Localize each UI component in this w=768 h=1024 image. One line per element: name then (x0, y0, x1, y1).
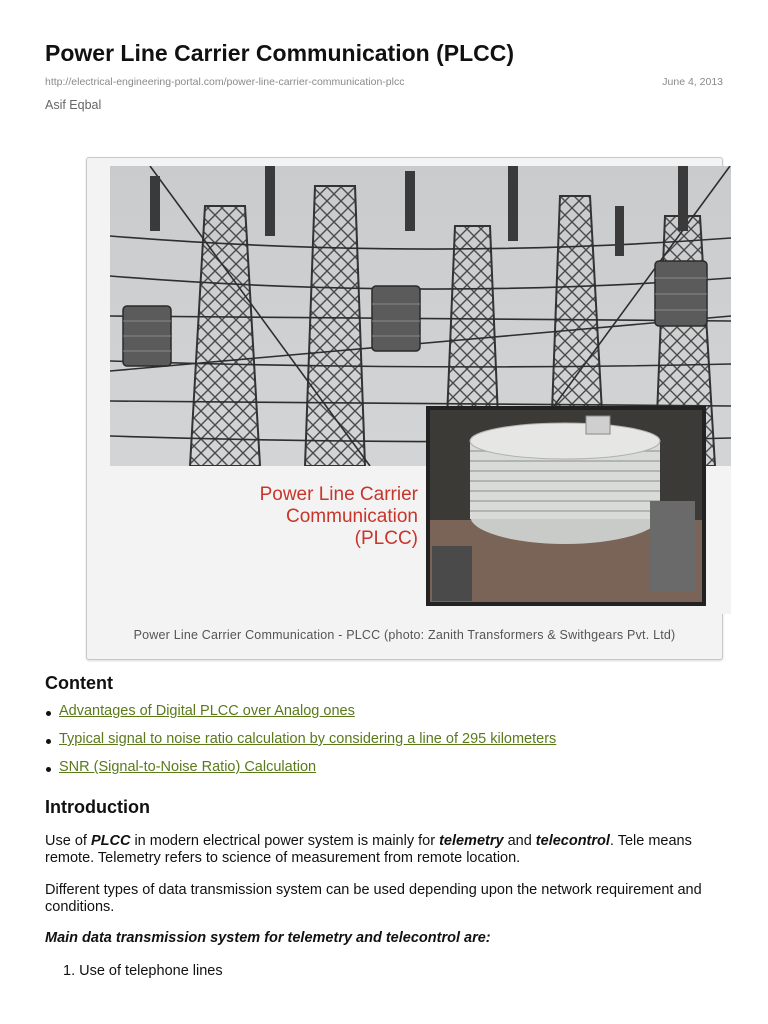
intro-paragraph-1 (45, 833, 725, 867)
source-url[interactable]: http://electrical-engineering-portal.com/power-line-carrier-communication-plcc (45, 76, 405, 88)
content-list (45, 703, 556, 787)
overlay-title-line1: Power Line Carrier Communication (259, 484, 418, 527)
p1-term-telemetry: telemetry (439, 833, 504, 849)
figure-caption: Power Line Carrier Communication - PLCC (photo: Zanith Transformers & Swithgears Pvt. Ltd) (133, 628, 676, 642)
list-item (45, 703, 556, 731)
substation-photo (110, 166, 731, 614)
intro-paragraph-2: Different types of data transmission system can be used depending upon the network requirement and conditions. (45, 882, 702, 915)
p1-text-g: . Tele means remote. Telemetry refers to science of measurement from remote location. (45, 833, 692, 866)
list-item (45, 759, 556, 787)
introduction-heading: Introduction (45, 797, 150, 817)
overlay-title-line2: (PLCC) (354, 528, 418, 549)
toc-link-snr-calculation[interactable]: SNR (Signal-to-Noise Ratio) Calculation (59, 759, 317, 775)
toc-link-snr-example[interactable]: Typical signal to noise ratio calculation by considering a line of 295 kilometers (59, 731, 557, 747)
author-name: Asif Eqbal (45, 98, 102, 112)
intro-paragraph-3: Main data transmission system for telemetry and telecontrol are: (45, 930, 491, 946)
p1-term-plcc: PLCC (90, 833, 131, 849)
numbered-list-item: 1. Use of telephone lines (63, 963, 223, 979)
p1-text-c: in modern electrical power system is mainly for (130, 833, 440, 849)
article-figure (86, 157, 723, 660)
p1-term-telecontrol: telecontrol (535, 833, 610, 849)
photo-overlay-title (132, 484, 418, 550)
p1-text-e: and (503, 833, 536, 849)
page-title: Power Line Carrier Communication (PLCC) (45, 40, 515, 66)
publish-date: June 4, 2013 (662, 76, 723, 88)
content-heading: Content (45, 673, 113, 693)
toc-link-advantages[interactable]: Advantages of Digital PLCC over Analog ones (59, 703, 355, 719)
p1-text-a: Use of (45, 833, 91, 849)
list-item (45, 731, 556, 759)
